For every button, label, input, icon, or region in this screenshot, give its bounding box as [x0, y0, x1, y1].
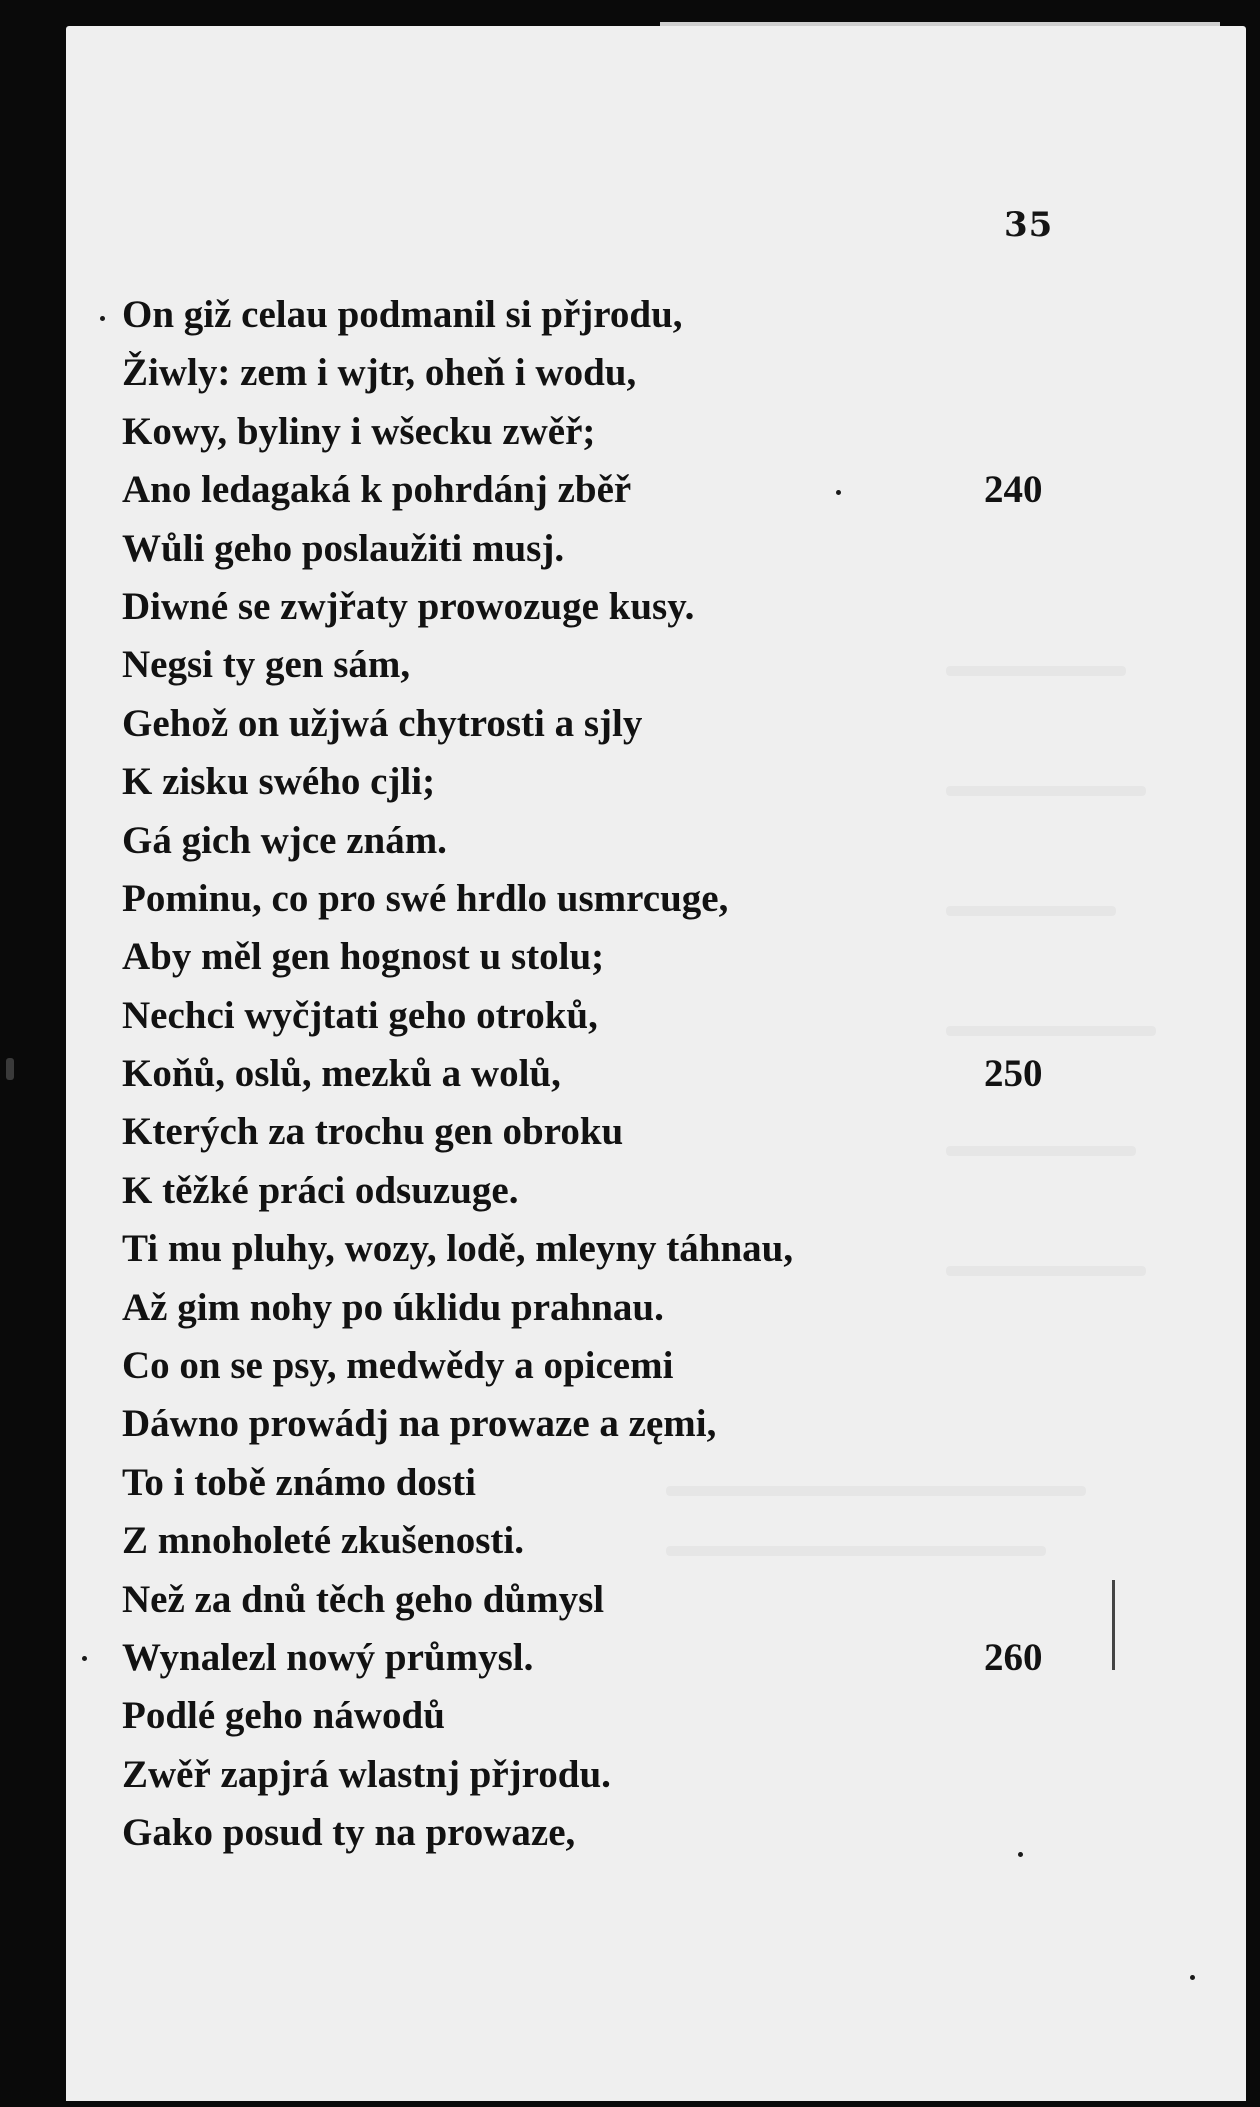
page-number: 35: [1004, 205, 1054, 245]
verse-line: [122, 403, 1062, 461]
verse-line: [122, 636, 1062, 694]
verse-line: [122, 1103, 1062, 1161]
verse-line: [122, 1571, 1062, 1629]
verse-text: Žiwly: zem i wjtr, oheň i wodu,: [122, 351, 637, 395]
verse-text: Co on se psy, medwědy a opicemi: [122, 1344, 674, 1388]
verse-number: 250: [984, 1052, 1043, 1096]
stray-dot: [1190, 1975, 1195, 1980]
verse-line: [122, 812, 1062, 870]
verse-text: Wynalezl nowý průmysl.: [122, 1635, 534, 1679]
verse-text: Z mnoholeté zkušenosti.: [122, 1519, 524, 1563]
verse-line: [122, 695, 1062, 753]
poem-text: [122, 286, 1062, 1863]
verse-text: Ano ledagaká k pohrdánj zběř: [122, 468, 632, 512]
verse-text: Gá gich wjce znám.: [122, 818, 447, 862]
verse-text: Gehož on užjwá chytrosti a sjly: [122, 701, 643, 745]
verse-line: [122, 1687, 1062, 1745]
verse-line: [122, 520, 1062, 578]
verse-text: Aby měl gen hognost u stolu;: [122, 935, 605, 979]
verse-line: [122, 753, 1062, 811]
verse-line: [122, 1162, 1062, 1220]
verse-text: Wůli geho poslaužiti musj.: [122, 526, 565, 570]
verse-text: Než za dnů těch geho důmysl: [122, 1577, 605, 1621]
verse-line: [122, 870, 1062, 928]
verse-line: [122, 928, 1062, 986]
top-edge-rule: [660, 22, 1220, 26]
verse-text: Koňů, oslů, mezků a wolů,: [122, 1052, 561, 1096]
verse-text: Kowy, byliny i wšecku zwěř;: [122, 409, 596, 453]
verse-line: [122, 1454, 1062, 1512]
verse-number: 260: [984, 1635, 1043, 1679]
verse-line: [122, 1045, 1062, 1103]
verse-line: [122, 1395, 1062, 1453]
verse-line: [122, 1512, 1062, 1570]
verse-line: [122, 1279, 1062, 1337]
verse-text: Kterých za trochu gen obroku: [122, 1110, 624, 1154]
verse-line: [122, 1337, 1062, 1395]
margin-mark: [1112, 1580, 1115, 1670]
verse-text: K těžké práci odsuzuge.: [122, 1168, 519, 1212]
scan-speck: [6, 1058, 14, 1080]
verse-text: Až gim nohy po úklidu prahnau.: [122, 1285, 664, 1329]
verse-line: [122, 1804, 1062, 1862]
verse-line: [122, 987, 1062, 1045]
verse-text: Zwěř zapjrá wlastnj přjrodu.: [122, 1752, 611, 1796]
verse-text: Gako posud ty na prowaze,: [122, 1811, 576, 1855]
verse-line: [122, 286, 1062, 344]
verse-text: Nechci wyčjtati geho otroků,: [122, 993, 598, 1037]
verse-text: Ti mu pluhy, wozy, lodě, mleyny táhnau,: [122, 1227, 794, 1271]
verse-text: On giž celau podmanil si přjrodu,: [122, 293, 683, 336]
verse-line: [122, 461, 1062, 519]
stray-dot: [100, 316, 105, 321]
verse-line: [122, 1629, 1062, 1687]
verse-number: 240: [984, 468, 1043, 512]
verse-text: Dáwno prowádj na prowaze a zęmi,: [122, 1402, 717, 1446]
verse-text: Podlé geho náwodů: [122, 1694, 445, 1738]
verse-text: To i tobě známo dosti: [122, 1460, 476, 1504]
verse-line: [122, 344, 1062, 402]
verse-text: K zisku swého cjli;: [122, 760, 436, 804]
verse-line: [122, 1746, 1062, 1804]
verse-text: Negsi ty gen sám,: [122, 643, 411, 687]
verse-text: Diwné se zwjřaty prowozuge kusy.: [122, 584, 695, 628]
verse-text: Pominu, co pro swé hrdlo usmrcuge,: [122, 876, 729, 920]
stray-dot: [82, 1656, 87, 1661]
verse-line: [122, 578, 1062, 636]
verse-line: [122, 1220, 1062, 1278]
